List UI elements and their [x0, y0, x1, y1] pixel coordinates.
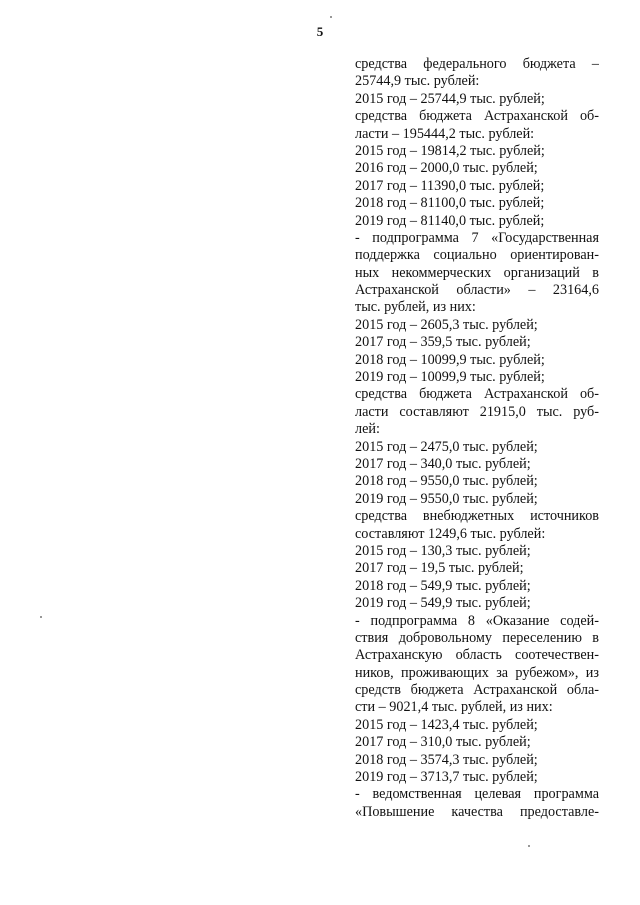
text-line: 2015 год – 2475,0 тыс. рублей; — [355, 438, 538, 455]
text-line: 2017 год – 340,0 тыс. рублей; — [355, 455, 531, 472]
text-line: средства бюджета Астраханской об- — [355, 386, 599, 403]
text-line: 2018 год – 3574,3 тыс. рублей; — [355, 751, 538, 768]
text-line: ников, проживающих за рубежом», из — [355, 664, 599, 681]
text-line: средства бюджета Астраханской об- — [355, 108, 599, 125]
text-line: 2015 год – 130,3 тыс. рублей; — [355, 542, 531, 559]
text-line: 2019 год – 9550,0 тыс. рублей; — [355, 490, 538, 507]
text-line: средств бюджета Астраханской обла- — [355, 682, 599, 699]
text-line: 2018 год – 81100,0 тыс. рублей; — [355, 195, 545, 212]
page-number: 5 — [316, 24, 324, 39]
text-line: 2019 год – 10099,9 тыс. рублей; — [355, 369, 545, 386]
text-line: составляют 1249,6 тыс. рублей: — [355, 525, 546, 542]
text-line: ласти – 195444,2 тыс. рублей: — [355, 125, 535, 142]
text-line: поддержка социально ориентирован- — [355, 247, 599, 264]
text-line: лей: — [355, 421, 380, 438]
text-line: 2018 год – 549,9 тыс. рублей; — [355, 577, 531, 594]
text-line: 2019 год – 3713,7 тыс. рублей; — [355, 769, 538, 786]
text-line: 2018 год – 9550,0 тыс. рублей; — [355, 473, 538, 490]
text-line: ствия добровольному переселению в — [355, 629, 599, 646]
scan-speck — [40, 616, 42, 618]
text-column — [355, 56, 599, 821]
text-line: 2016 год – 2000,0 тыс. рублей; — [355, 160, 538, 177]
scan-speck — [528, 845, 530, 847]
text-line: тыс. рублей, из них: — [355, 299, 476, 316]
text-line: - подпрограмма 8 «Оказание содей- — [355, 612, 599, 629]
text-line: 2017 год – 19,5 тыс. рублей; — [355, 560, 524, 577]
text-line: сти – 9021,4 тыс. рублей, из них: — [355, 699, 553, 716]
text-line: 2015 год – 25744,9 тыс. рублей; — [355, 90, 545, 107]
text-line: «Повышение качества предоставле- — [355, 803, 599, 820]
text-line: 25744,9 тыс. рублей: — [355, 73, 480, 90]
text-line: Астраханской области» – 23164,6 — [355, 282, 599, 299]
text-line: 2019 год – 81140,0 тыс. рублей; — [355, 212, 545, 229]
text-line: - подпрограмма 7 «Государственная — [355, 229, 599, 246]
text-line: - ведомственная целевая программа — [355, 786, 599, 803]
text-line: 2018 год – 10099,9 тыс. рублей; — [355, 351, 545, 368]
text-line: 2017 год – 310,0 тыс. рублей; — [355, 734, 531, 751]
text-line: 2015 год – 19814,2 тыс. рублей; — [355, 142, 545, 159]
scan-speck — [330, 16, 332, 18]
text-line: 2015 год – 2605,3 тыс. рублей; — [355, 316, 538, 333]
text-line: Астраханскую область соотечествен- — [355, 647, 599, 664]
text-line: 2019 год – 549,9 тыс. рублей; — [355, 595, 531, 612]
text-line: ных некоммерческих организаций в — [355, 264, 599, 281]
text-line: 2015 год – 1423,4 тыс. рублей; — [355, 716, 538, 733]
text-line: 2017 год – 359,5 тыс. рублей; — [355, 334, 531, 351]
text-line: средства внебюджетных источников — [355, 508, 599, 525]
text-line: ласти составляют 21915,0 тыс. руб- — [355, 403, 599, 420]
text-line: 2017 год – 11390,0 тыс. рублей; — [355, 177, 545, 194]
text-line: средства федерального бюджета – — [355, 56, 599, 72]
